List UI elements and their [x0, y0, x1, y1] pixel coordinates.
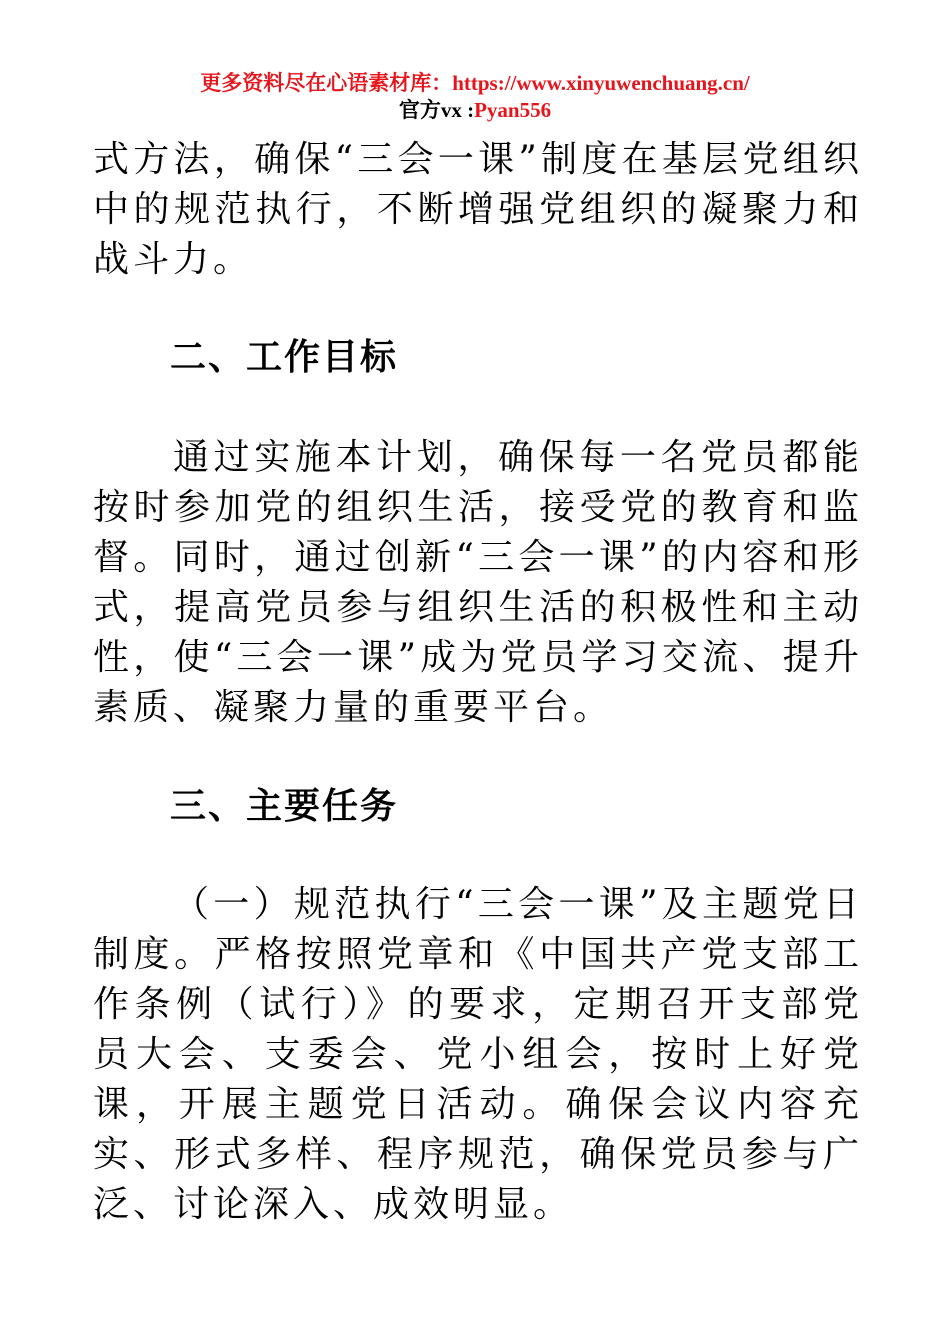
- watermark-url[interactable]: https://www.xinyuwenchuang.cn/: [452, 71, 750, 95]
- section-heading-goals: 二、工作目标: [170, 337, 399, 378]
- section-heading-tasks: 三、主要任务: [170, 786, 399, 827]
- watermark-header-line-2: [0, 97, 950, 123]
- paragraph-goals: 通过实施本计划，确保每一名党员都能按时参加党的组织生活，接受党的教育和监督。同时，通过创新“三会一课”的内容和形式，提高党员参与组织生活的积极性和主动性，使“三会一课”成为党员学习交流、提升素质、凝聚力量的重要平台。: [93, 437, 863, 728]
- watermark-prefix: 更多资料尽在心语素材库：: [200, 71, 453, 95]
- watermark-header-line-1: [0, 70, 950, 96]
- watermark-vx-id: Pyan556: [474, 98, 552, 122]
- watermark-vx-label: 官方vx :: [398, 98, 475, 122]
- paragraph-continuation: 式方法，确保“三会一课”制度在基层党组织中的规范执行，不断增强党组织的凝聚力和战斗力。: [93, 139, 863, 280]
- paragraph-task-1: （一）规范执行“三会一课”及主题党日制度。严格按照党章和《中国共产党支部工作条例（试行）》的要求，定期召开支部党员大会、支委会、党小组会，按时上好党课，开展主题党日活动。确保会议内容充实、形式多样、程序规范，确保党员参与广泛、讨论深入、成效明显。: [93, 884, 863, 1225]
